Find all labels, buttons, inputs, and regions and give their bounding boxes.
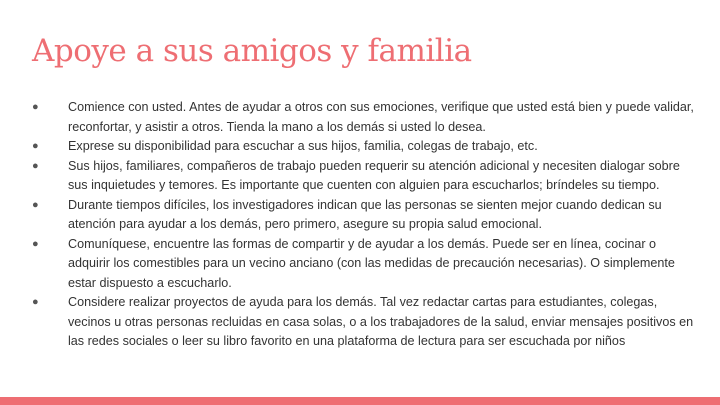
bullet-dot-icon: ●: [32, 198, 39, 211]
bullet-list: [28, 98, 696, 352]
bullet-item: [28, 235, 696, 294]
bullet-dot-icon: ●: [32, 159, 39, 172]
bullet-dot-icon: ●: [32, 296, 39, 308]
bullet-item: [28, 157, 696, 196]
bullet-text: Sus hijos, familiares, compañeros de trabajo pueden requerir su atención adicional y necesiten dialogar sobre sus inquietudes y temores. Es importante que cuenten con alguien para escucharlos; bríndeles su tiempo.: [68, 158, 680, 192]
bullet-text: Exprese su disponibilidad para escuchar a sus hijos, familia, colegas de trabajo, etc.: [68, 139, 538, 153]
bullet-item: [28, 196, 696, 235]
bullet-item: [28, 98, 696, 137]
bullet-text: Comuníquese, encuentre las formas de compartir y de ayudar a los demás. Puede ser en línea, cocinar o adquirir los comestibles para un vecino anciano (con las medidas de precaución necesarias). O simplemente estar dispuesto a escucharlo.: [68, 236, 675, 290]
bullet-dot-icon: ●: [32, 237, 39, 250]
bullet-text: Comience con usted. Antes de ayudar a otros con sus emociones, verifique que usted está bien y puede validar, reconfortar, y asistir a otros. Tienda la mano a los demás si usted lo desea.: [68, 100, 694, 134]
bullet-dot-icon: ●: [32, 140, 39, 152]
bullet-item: [28, 293, 696, 352]
bullet-text: Considere realizar proyectos de ayuda para los demás. Tal vez redactar cartas para estudiantes, colegas, vecinos u otras personas recluidas en casa solas, o a los trabajadores de la salud, enviar mensajes positivos en las redes sociales o leer su libro favorito en una plataforma de lectura para ser escuchada por niños: [68, 295, 694, 348]
bullet-text: Durante tiempos difíciles, los investigadores indican que las personas se sienten mejor cuando dedican su atención para ayudar a los demás, pero primero, asegure su propia salud emocional.: [68, 197, 662, 231]
bullet-item: [28, 137, 696, 157]
bullet-dot-icon: ●: [32, 101, 39, 113]
bottom-accent-bar: [0, 397, 720, 405]
slide-title: Apoye a sus amigos y familia: [32, 33, 472, 69]
